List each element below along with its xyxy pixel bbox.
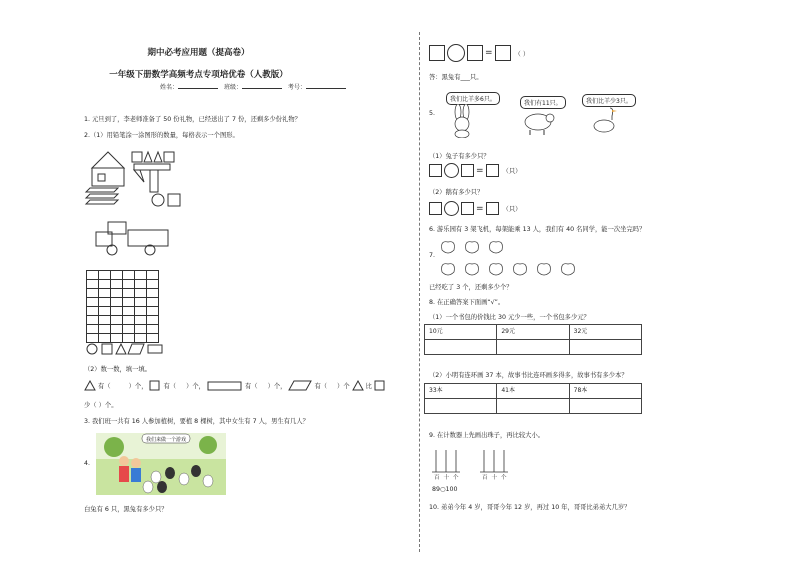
abacus-labels-right: 百 十 个: [482, 475, 507, 481]
question-3: 3. 我们班一共有 16 人参加植树，要植 8 棵树，其中女生有 7 人，男生有几人？: [84, 418, 309, 425]
answer-cell[interactable]: [425, 340, 497, 355]
table-cell: 33本: [425, 384, 497, 399]
speech-bubble-rabbit: 我们比羊多6只。: [446, 92, 500, 105]
grid-shape-legend: [86, 343, 166, 355]
triangle-icon: [352, 380, 364, 391]
class-label: 班级：: [223, 84, 242, 91]
abacus-labels-left: 百 十 个: [434, 475, 459, 481]
question-8: 8. 在正确答案下面画“√”。: [429, 299, 505, 306]
rectangle-icon: [207, 380, 243, 391]
question-9: 9. 在计数器上先画出珠子，再比较大小。: [429, 432, 545, 439]
class-field[interactable]: [242, 82, 282, 89]
unit-label: （只）: [502, 168, 522, 175]
peaches-illustration: [438, 236, 588, 276]
exam-no-field[interactable]: [306, 82, 346, 89]
operator-circle[interactable]: [447, 44, 465, 62]
answer-cell[interactable]: [497, 399, 569, 414]
choice-table-2: [424, 383, 642, 414]
compare-expression: 89○100: [432, 486, 458, 493]
exam-no-label: 考号：: [287, 84, 306, 91]
question-5-part-1: （1）兔子有多少只？: [429, 153, 490, 160]
question-10: 10. 弟弟今年 4 岁，哥哥今年 12 岁，再过 10 年，哥哥比弟弟大几岁？: [429, 504, 631, 511]
triangle-icon: [116, 344, 126, 354]
shape-count-grid: [86, 270, 159, 343]
goose-illustration: [592, 106, 620, 136]
answer-box[interactable]: [461, 202, 474, 215]
question-4-text: 白兔有 6 只，黑兔有多少只？: [84, 506, 168, 513]
answer-line-1: 答：黑兔有___只。: [429, 74, 483, 81]
sheep-illustration: [522, 110, 556, 136]
operator-circle[interactable]: [444, 201, 459, 216]
rabbit-illustration: [450, 104, 474, 138]
table-cell: 10元: [425, 325, 497, 340]
rabbits-scene-illustration: [96, 433, 226, 495]
equation-row-q5-2: = （只）: [429, 201, 521, 216]
parallelogram-icon: [288, 380, 312, 391]
unit-label: （只）: [502, 206, 522, 213]
question-8-part-1: （1）一个书包的价钱比 30 元少一些，一个书包多少元？: [429, 314, 590, 321]
answer-box[interactable]: [486, 202, 499, 215]
operator-circle[interactable]: [444, 163, 459, 178]
equation-row-top: = （ ）: [429, 44, 529, 62]
question-7-number: 7.: [429, 252, 436, 259]
question-2-part-2: （2）数一数，填一填。: [84, 366, 151, 373]
square-icon: [374, 380, 386, 391]
answer-box[interactable]: [429, 45, 445, 61]
equation-row-q5-1: = （只）: [429, 163, 521, 178]
svg-text:我们来做一个游戏: 我们来做一个游戏: [145, 437, 187, 443]
choice-table-1: [424, 324, 642, 355]
page-subtitle: 一年级下册数学高频考点专项培优卷（人教版）: [109, 70, 288, 80]
triangle-icon: [84, 380, 96, 391]
answer-box[interactable]: [429, 202, 442, 215]
question-5-part-2: （2）鹅有多少只？: [429, 189, 484, 196]
count-fill-row-end: 少（ ）个。: [84, 402, 118, 409]
table-cell: 29元: [497, 325, 569, 340]
question-5-number: 5.: [429, 110, 436, 117]
question-8-part-2: （2）小明有连环画 37 本，故事书比连环画多得多，故事书有多少本？: [429, 372, 628, 379]
speech-bubble-goose: 我们比羊少3只。: [582, 94, 636, 107]
question-2-part-1: 2.（1）用铅笔涂一涂图形的数量，每格表示一个图形。: [84, 132, 239, 139]
table-cell: 32元: [569, 325, 641, 340]
student-info-row: [160, 82, 350, 91]
answer-box[interactable]: [429, 164, 442, 177]
question-6: 6. 游乐园有 3 架飞机，每架能乘 13 人，我们有 40 名同学，能一次坐完吗？: [429, 226, 646, 233]
square-icon: [149, 380, 161, 391]
circle-icon: [87, 344, 97, 354]
count-fill-row: 有（ ）个， 有（ ）个， 有（ ）个， 有（ ）个 比: [84, 380, 386, 391]
name-label: 姓名：: [160, 84, 179, 91]
table-cell: 78本: [569, 384, 641, 399]
unit-label: （ ）: [514, 50, 530, 58]
answer-box[interactable]: [467, 45, 483, 61]
shape-figure-truck: [92, 218, 172, 258]
parallelogram-icon: [128, 344, 144, 354]
page-title: 期中必考应用题（提高卷）: [147, 48, 250, 58]
shape-figure-house-crane: [84, 148, 194, 208]
question-7-text: 已经吃了 3 个，还剩多少个？: [429, 284, 513, 291]
question-1: 1. 元旦到了，李老师准备了 50 份礼物，已经送出了 7 份，还剩多少份礼物？: [84, 116, 301, 123]
answer-cell[interactable]: [425, 399, 497, 414]
answer-box[interactable]: [461, 164, 474, 177]
square-icon: [102, 344, 112, 354]
answer-cell[interactable]: [569, 399, 641, 414]
question-4-number: 4.: [84, 460, 91, 467]
answer-cell[interactable]: [497, 340, 569, 355]
answer-box[interactable]: [495, 45, 511, 61]
page-divider: [419, 32, 420, 552]
answer-box[interactable]: [486, 164, 499, 177]
table-cell: 41本: [497, 384, 569, 399]
answer-cell[interactable]: [569, 340, 641, 355]
speech-bubble-sheep: 我们有11只。: [520, 96, 566, 109]
name-field[interactable]: [178, 82, 218, 89]
rectangle-icon: [148, 345, 162, 353]
